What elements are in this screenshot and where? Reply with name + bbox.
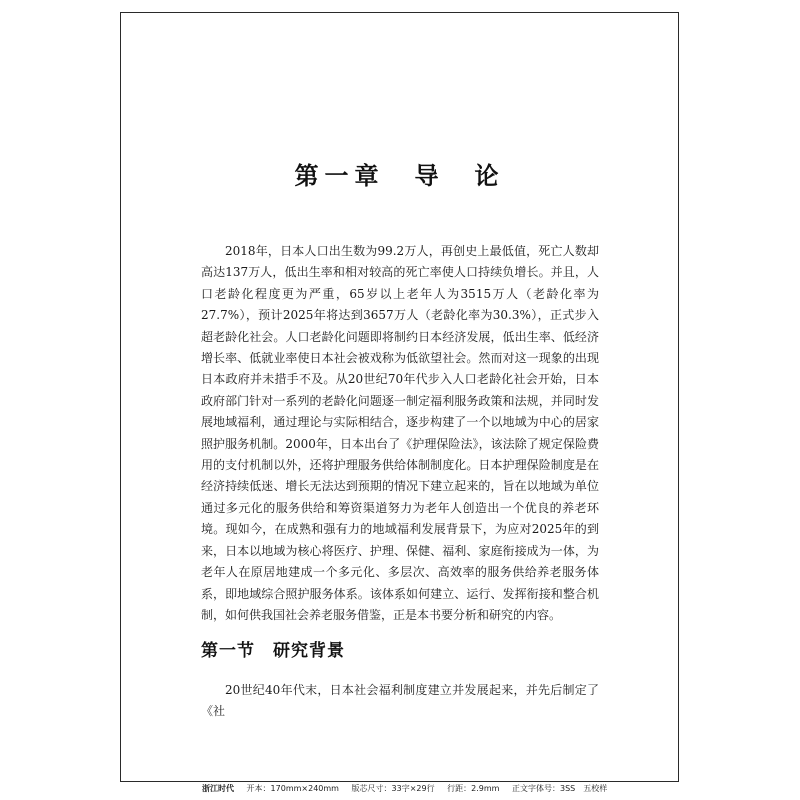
font-size-spec: 正文字体号：3SS 五校样 xyxy=(511,784,608,793)
chapter-title: 第一章 导 论 xyxy=(294,162,505,190)
line-spacing-spec: 行距：2.9mm xyxy=(447,784,500,793)
publisher-label: 浙江时代 xyxy=(202,784,234,793)
body-paragraph: 2018年，日本人口出生数为99.2万人，再创史上最低值，死亡人数却高达137万人，低出生率和相对较高的死亡率使人口持续负增长。并且，人口老龄化程度更为严重，65岁以上老年人为3515万人（老龄化率为27.7%），预计2025年将达到3657万人（老龄化率为30.3%），正式步入超老龄化社会。人口老龄化问题即将制约日本经济发展，低出生率、低经济增长率、低就业率使日本社会被戏称为低欲望社会。然而对这一现象的出现日本政府并未措手不及。从20世纪70年代步入人口老龄化社会开始，日本政府部门针对一系列的老龄化问题逐一制定福利服务政策和法规，并同时发展地域福利，通过理论与实际相结合，逐步构建了一个以地域为中心的居家照护服务机制。2000年，日本出台了《护理保险法》，该法除了规定保险费用的支付机制以外，还将护理服务供给体制制度化。日本护理保险制度是在经济持续低迷、增长无法达到预期的情况下建立起来的，旨在以地域为单位通过多元化的服务供给和筹资渠道努力为老年人创造出一个优良的养老环境。现如今，在成熟和强有力的地域福利发展背景下，为应对2025年的到来，日本以地域为核心将医疗、护理、保健、福利、家庭衔接成为一体，为老年人在原居地建成一个多元化、多层次、高效率的服务供给养老服务体系，即地域综合照护服务体系。该体系如何建立、运行、发挥衔接和整合机制，如何供我国社会养老服务借鉴，正是本书要分析和研究的内容。 xyxy=(201,244,599,622)
core-size-spec: 版芯尺寸：33字×29行 xyxy=(351,784,435,793)
print-spec-footer xyxy=(202,783,617,794)
format-spec: 开本：170mm×240mm xyxy=(246,784,339,793)
section-title: 第一节 研究背景 xyxy=(201,641,345,661)
body-paragraph: 20世纪40年代末，日本社会福利制度建立并发展起来，并先后制定了《社 xyxy=(201,683,599,719)
